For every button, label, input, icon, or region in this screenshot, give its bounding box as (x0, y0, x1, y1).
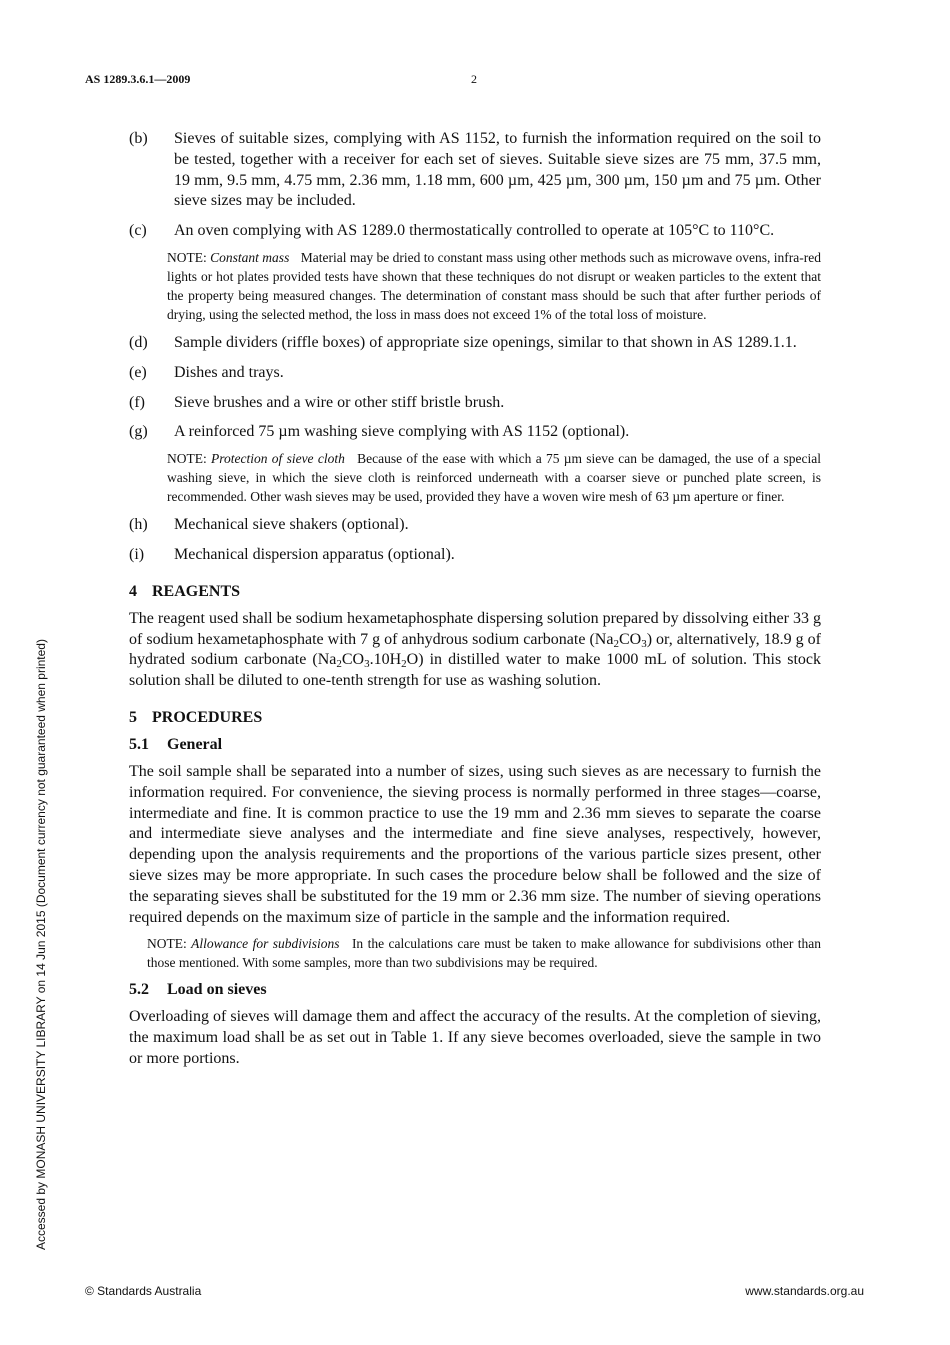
note-prefix: NOTE: (147, 936, 187, 952)
text-run: CO (618, 630, 642, 648)
list-item-label: (d) (129, 333, 148, 351)
subscript: 2 (613, 637, 619, 650)
section-heading-procedures (129, 709, 821, 727)
text-run: ) or, alternatively, 18.9 g of hydrated sodium carbonate (Na (129, 630, 822, 669)
section-heading-reagents (129, 583, 821, 601)
list-item-text: Sieves of suitable sizes, complying with AS 1152, to furnish the information required on the soil to be tested, together with a receiver for each set of sieves. Suitable sieve sizes are 75 mm, 37.5 mm, 19 mm, 9.5 mm, 4.75 mm, 2.36 mm, 1.18 mm, 600 µm, 425 µm, 300 µm, 150 µm and 75 µm. Other sieve sizes may be included. (174, 130, 821, 210)
note-title: Protection of sieve cloth (211, 451, 345, 467)
subsection-title: General (167, 735, 223, 753)
text-run: O) in distilled water to make 1000 mL of solution. This stock solution shall be diluted to one-tenth strength for use as washing solution. (129, 651, 822, 690)
list-item-text: Sieve brushes and a wire or other stiff bristle brush. (174, 393, 505, 411)
list-item (129, 545, 821, 566)
list-item (129, 221, 821, 242)
standard-number: AS 1289.3.6.1—2009 (85, 72, 191, 86)
list-item-text: Sample dividers (riffle boxes) of appropriate size openings, similar to that shown in AS 1289.1.1. (174, 333, 797, 351)
list-item (129, 363, 821, 384)
note-text: In the calculations care must be taken to make allowance for subdivisions other than those mentioned. With some samples, more than two subdivisions may be required. (147, 936, 822, 971)
subsection-heading-general (129, 736, 821, 754)
subscript: 2 (336, 658, 342, 671)
section-number: 4 (129, 582, 137, 600)
subsection-heading-load-on-sieves (129, 981, 821, 999)
footer-website: www.standards.org.au (745, 1284, 864, 1298)
note-text: Material may be dried to constant mass using other methods such as microwave ovens, infra-red lights or hot plates provided tests have shown that these techniques do not disrupt or weaken particles to the extent that the property being measured changes. The determination of constant mass should be such that after further periods of drying, using the selected method, the loss in mass does not exceed 1% of the total loss of moisture. (167, 249, 822, 322)
list-item (129, 129, 821, 212)
list-item-text: Mechanical sieve shakers (optional). (174, 516, 409, 534)
list-item-text: A reinforced 75 µm washing sieve complying with AS 1152 (optional). (174, 423, 630, 441)
list-item-text: An oven complying with AS 1289.0 thermostatically controlled to operate at 105°C to 110°C. (174, 222, 775, 240)
note-title: Allowance for subdivisions (191, 936, 340, 952)
note-sieve-cloth (167, 449, 821, 506)
text-run: CO (341, 651, 365, 669)
section-title: REAGENTS (152, 582, 241, 600)
subscript: 2 (401, 658, 407, 671)
note-constant-mass (167, 248, 821, 324)
text-run: .10H (369, 651, 402, 669)
access-watermark-text: Accessed by MONASH UNIVERSITY LIBRARY on 14 Jun 2015 (Document currency not guaranteed when printed) (34, 639, 48, 1250)
section-title: PROCEDURES (152, 708, 263, 726)
note-title: Constant mass (210, 249, 290, 265)
load-on-sieves-paragraph: Overloading of sieves will damage them and affect the accuracy of the results. At the completion of sieving, the maximum load shall be as set out in Table 1. If any sieve becomes overloaded, sieve the sample in two or more portions. (129, 1008, 821, 1067)
list-item-text: Mechanical dispersion apparatus (optional). (174, 545, 455, 563)
list-item-label: (g) (129, 423, 148, 441)
note-prefix: NOTE: (167, 249, 207, 265)
list-item-label: (b) (129, 130, 148, 147)
page-content (129, 129, 821, 1070)
list-item-label: (c) (129, 222, 147, 240)
list-item (129, 515, 821, 536)
note-prefix: NOTE: (167, 451, 207, 467)
general-paragraph: The soil sample shall be separated into a number of sizes, using such sieves as are necessary to furnish the information required. For convenience, the sieving process is normally performed in three stages—coarse, intermediate and fine. It is common practice to use the 19 mm and 2.36 mm sieves to separate the coarse and intermediate sieve analyses and the intermediate and fine sieve analyses, respectively, however, depending upon the analysis requirements and the proportions of the various particle sizes present, other sieve sizes may be more appropriate. In such cases the procedure below shall be followed and the size of the separating sieves shall be substituted for the 19 mm or 2.36 mm size. The number of sieving operations required depends on the maximum size of particle in the sample and the information required. (129, 762, 821, 926)
section-number: 5 (129, 708, 137, 726)
subsection-number: 5.1 (129, 735, 149, 753)
note-text: Because of the ease with which a 75 µm sieve can be damaged, the use of a special washing sieve, in which the sieve cloth is reinforced underneath with a coarser sieve or punched plate screen, is recommended. Other wash sieves may be used, provided they have a woven wire mesh of 63 µm aperture or finer. (167, 451, 822, 505)
list-item-text: Dishes and trays. (174, 363, 284, 381)
list-item (129, 333, 821, 354)
list-item-label: (h) (129, 516, 148, 534)
subsection-number: 5.2 (129, 981, 149, 999)
list-item-label: (f) (129, 393, 145, 411)
text-run: The reagent used shall be sodium hexametaphosphate dispersing solution prepared by dissolving either 33 g of sodium hexametaphosphate with 7 g of anhydrous sodium carbonate (Na (129, 609, 821, 648)
list-item-label: (e) (129, 363, 147, 381)
page-number: 2 (471, 72, 477, 86)
list-item (129, 393, 821, 414)
reagents-paragraph (129, 609, 821, 692)
subsection-title: Load on sieves (167, 981, 267, 999)
list-item (129, 422, 821, 443)
subscript: 3 (364, 658, 370, 671)
list-item-label: (i) (129, 545, 145, 563)
footer-copyright: © Standards Australia (85, 1284, 202, 1298)
note-allowance-subdivisions (147, 934, 821, 972)
subscript: 3 (641, 637, 647, 650)
